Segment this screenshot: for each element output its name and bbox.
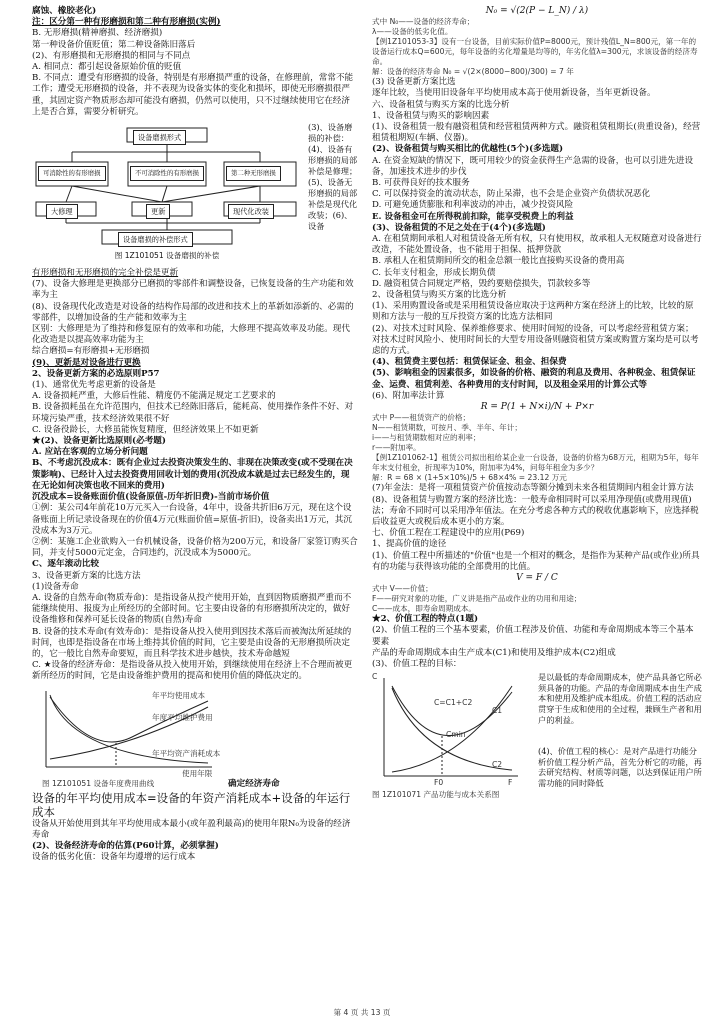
- text-line: 注：区分第一种有形磨损和第二种有形磨损(实例): [32, 17, 221, 28]
- text-line: B、不考虑沉没成本：既有企业过去投资决策发生的、非现在决策改变(或不受现在决策影响)、已经计入过去投资费用回收计划的费用(沉没成本就是过去已经发生的，现在无论如何决策也收不回来的费用): [32, 458, 353, 491]
- text-line: 1、提高价值的途径: [372, 539, 447, 550]
- chart-label: 年平均使用成本: [152, 690, 206, 700]
- text-line: A. 设备损耗严重，大修后性能、精度仍不能满足规定工艺要求的: [32, 391, 276, 402]
- formula: N₀ = √(2(P − L_N) / λ): [485, 6, 589, 16]
- wear-diagram: [32, 122, 358, 268]
- text-line: A. 相同点：都引起设备原始价值的贬值: [32, 62, 182, 73]
- chart-label: 年平均资产消耗成本: [152, 748, 221, 758]
- value-chart-label: F0: [434, 778, 444, 788]
- text-line: (1)、采用购置设备或是采用租赁设备应取决于这两种方案在经济上的比较，比较的原则和方法与一般的互斥投资方案的比选方法相同: [372, 301, 694, 323]
- diagram-top: 设备磨损形式: [133, 130, 186, 145]
- text-line: (8)、设备现代化改造是对设备的结构作局部的改进和技术上的革新如添新的、必需的零部件，以增加设备的生产能和效率为主: [32, 301, 354, 323]
- text-line: (1)、设备租赁一般有融资租赁和经营租赁两种方式。融资租赁租期长(贵重设备)，经营租赁租期短(车辆、仪器)。: [372, 122, 701, 144]
- text-line: ★(2)、设备更新比选原则(必考题): [32, 436, 166, 447]
- text-line: 设备从开始使用到其年平均使用成本最小(或年盈利最高)的使用年限N₀为设备的经济寿命: [32, 818, 351, 840]
- text-line: 式中 P——租赁资产的价格；: [372, 413, 471, 423]
- text-line: 3、设备更新方案的比选方法: [32, 570, 141, 581]
- diagram-node: 大修理: [46, 204, 78, 219]
- text-line: (4)、价值工程的核心：是对产品进行功能分析价值工程分析产品，首先分析它的功能，再去研究结构、材质等问题，以达到保证用户所需功能的同时降低: [538, 746, 702, 788]
- chart-title: 确定经济寿命: [228, 778, 280, 789]
- text-line: i——与租赁期数相对应的利率；: [372, 433, 481, 443]
- cost-chart: [32, 687, 358, 791]
- text-line: N——租赁期数，可按月、季、半年、年计；: [372, 423, 522, 433]
- text-line: 2、设备租赁与购买方案的比选分析: [372, 290, 507, 301]
- text-line: B. 无形磨损(精神磨损、经济磨损): [32, 28, 163, 39]
- text-line: (6)、附加率法计算: [372, 390, 445, 401]
- chart-caption: 图 1Z101051 设备年度费用曲线: [42, 778, 155, 788]
- text-line: 区别：大修理是为了维持和修复原有的效率和功能，大修理不提高效率及功能。现代化改造是以提高效率功能为主: [32, 324, 350, 346]
- text-line: B. 设备的技术寿命(有效寿命)：是指设备从投入使用到因技术落后而被淘汰所延续的时间，也即是指设备在市场上维持其价值的时间，它主要是由设备的无形磨损所决定的，它一般比自然寿命要短，而且科学技术进步越快，技术寿命越短: [32, 626, 352, 659]
- text-line: (5)、影响租金的因素很多，如设备的价格、融资的利息及费用、各种税金、租赁保证金、运费、租赁利差、各种费用的支付时间，以及租金采用的计算公式等: [372, 368, 696, 390]
- page-footer: 第 4 页 共 13 页: [333, 1008, 391, 1017]
- formula: R = P(1 + N×i)/N + P×r: [480, 402, 594, 413]
- text-line: ★2、价值工程的特点(1题): [372, 614, 479, 625]
- text-line: D. 融资租赁合同规定严格，毁约要赔偿损失，罚款较多等: [372, 278, 591, 289]
- text-line: E. 设备租金可在所得税前扣除，能享受税费上的利益: [372, 211, 574, 222]
- text-line: (1)、通常优先考虑更新的设备是: [32, 380, 156, 391]
- value-chart-label: C2: [492, 760, 503, 770]
- text-line: 有形磨损和无形磨损的完全补偿是更新: [32, 268, 179, 279]
- value-chart-label: C=C1+C2: [434, 698, 473, 708]
- text-line: λ——设备的低劣化值。: [372, 27, 453, 37]
- text-line: 六、设备租赁与购买方案的比选分析: [372, 99, 510, 110]
- text-line: (2)、设备经济寿命的估算(P60计算，必须掌握): [32, 840, 219, 851]
- text-line: r——附加率。: [372, 443, 421, 453]
- text-line: 七、价值工程在工程建设中的应用(P69): [372, 528, 525, 539]
- chart-label: 使用年限: [182, 768, 213, 778]
- text-line: 是以最低的寿命周期成本，使产品具备它所必须具备的功能。产品的寿命周期成本由生产成本和使用及维护成本组成。价值工程的活动应贯穿于生成和使用的全过程，兼顾生产者和用户的利益。: [538, 672, 702, 725]
- text-line: 式中 V——价值；: [372, 584, 433, 594]
- left-column: [32, 6, 358, 863]
- text-line: (2)、价值工程的三个基本要素，价值工程涉及价值、功能和寿命周期成本等三个基本要素: [372, 625, 694, 647]
- chart-label: 年度平均维护费用: [152, 712, 213, 722]
- text-line: 【例1Z101062-1】租赁公司拟出租给某企业一台设备，设备的价格为68万元，租期为5年，每年年末支付租金，折现率为10%，附加率为4%，问每年租金为多少？: [372, 453, 699, 473]
- text-line: (3)、设备租赁的不足之处在于(4个)(多选题): [372, 222, 546, 233]
- text-line: B. 不同点：遭受有形磨损的设备，特别是有形磨损严重的设备，在修理前，常常不能工作；遭受无形磨损的设备，并不表现为设备实体的变化和损坏，即使无形磨损很严重，其固定资产物质形态却可能没有磨损，仍然可以使用，只不过继续使用它在经济上是否合算，需要分析研究。: [32, 73, 354, 117]
- diagram-caption: 图 1Z101051 设备磨损的补偿: [114, 251, 220, 261]
- text-line: 沉没成本=设备账面价值(设备原值-历年折旧费)-当前市场价值: [32, 492, 270, 503]
- diagram-node: 可消除性的有形磨损: [38, 166, 106, 181]
- text-line: 【例1Z101053-3】设有一台设备，目前实际价值P=8000元，预计残值L_N=800元，第一年的设备运行成本Q=600元，每年设备的劣化增量是均等的，年劣化值λ=300元，求该设备的经济寿命。: [372, 37, 698, 67]
- text-line: (4)、租赁费主要包括：租赁保证金、租金、担保费: [372, 357, 567, 368]
- text-line: (2)、对技术过时风险、保养维修要求、使用时间短的设备，可以考虑经营租赁方案；对技术过时风险小、使用时间长的大型专用设备则融资租赁方案或购置方案均是可以考虑的方式。: [372, 323, 699, 357]
- text-line: C、逐年滚动比较: [32, 559, 99, 570]
- text-line: 解：R = 68 × (1+5×10%)/5 + 68×4% = 23.12 万元: [372, 473, 567, 483]
- value-chart-label: C1: [492, 706, 503, 716]
- text-line: 综合磨损=有形磨损+无形磨损: [32, 346, 150, 357]
- text-line: C. ★设备的经济寿命：是指设备从投入使用开始，到继续使用在经济上不合理而被更新所经历的时间，它是由设备维护费用的提高和使用价值的降低决定的。: [32, 660, 353, 682]
- text-line: ②例：某施工企业欲购入一台机械设备，设备价格为200万元，和设备厂家签订购买合同，并支付5000元定金，合同违约，沉没成本为5000元。: [32, 536, 358, 559]
- text-line: (7)、设备大修理是更换部分已磨损的零部件和调整设备，已恢复设备的生产功能和效率为主: [32, 279, 354, 301]
- diagram-base: 设备磨损的补偿形式: [118, 232, 193, 247]
- text-line: B. 承租人在租赁期间所交的租金总额一般比直接购买设备的费用高: [372, 256, 625, 267]
- value-chart-label: F: [508, 778, 513, 788]
- formula: V = F / C: [516, 572, 558, 583]
- text-line: C. 长年支付租金，形成长期负债: [372, 267, 496, 278]
- side-note: (3)、设备磨损的补偿：(4)、设备有形磨损的局部补偿是修理；(5)、设备无形磨损的局部补偿是现代化改装；(6)、设备: [308, 122, 358, 232]
- text-line: C. 设备役龄长，大修虽能恢复精度，但经济效果上不如更新: [32, 424, 259, 435]
- text-line: A. 应站在客观的立场分析问题: [32, 447, 148, 458]
- text-line: (9)、更新是对设备进行更换: [32, 357, 141, 368]
- text-line: ①例：某公司4年前花10万元买入一台设备，4年中，设备共折旧6万元，现在这个设备账面上所记录设备现在的价值4万元(账面价值=原值-折旧)，设备卖出1万元，其沉没成本为3万元。: [32, 503, 352, 536]
- value-chart-label: Cmin: [446, 730, 466, 740]
- text-line: 设备的年平均使用成本=设备的年资产消耗成本+设备的年运行成本: [32, 790, 351, 819]
- diagram-node: 第二种无形磨损: [226, 166, 281, 181]
- text-line: D. 可避免通货膨胀和利率波动的冲击，减少投资风险: [372, 200, 574, 211]
- right-column: [372, 6, 702, 802]
- text-line: A. 在资金短缺的情况下，既可用较少的资金获得生产急需的设备，也可以引进先进设备，加速技术进步的步伐: [372, 155, 694, 177]
- text-line: C——成本，即寿命周期成本。: [372, 604, 477, 614]
- text-line: (1)设备寿命: [32, 581, 79, 592]
- text-line: B. 设备损耗虽在允许范围内，但技术已经陈旧落后，能耗高、使用操作条件不好、对环境污染严重，技术经济效果很不好: [32, 402, 354, 424]
- text-line: (8)、设备租赁与购置方案的经济比选：一般寿命相同时可以采用净现值(或费用现值)法；寿命不同时可以采用净年值法。在充分考虑各种方式的税收优惠影响下，应选择税后收益更大或税后成本更小的方案。: [372, 494, 699, 527]
- value-chart-label: C: [372, 672, 378, 682]
- text-line: (1)、价值工程中所描述的"价值"也是一个相对的概念，是指作为某种产品(或作业)所具有的功能与获得该功能的全部费用的比值。: [372, 550, 700, 572]
- text-line: A. 在租赁期间承租人对租赁设备无所有权，只有使用权，故承租人无权随意对设备进行改造，不能处置设备，也不能用于担保、抵押贷款: [372, 234, 702, 256]
- value-chart: [372, 672, 702, 802]
- text-line: C. 可以保持资金的流动状态，防止呆滞，也不会是企业资产负债状况恶化: [372, 189, 651, 200]
- text-line: (7)年金法：是将一项租赁资产价值按动态等额分摊到未来各租赁期间内租金计算方法: [372, 483, 694, 494]
- text-line: A. 设备的自然寿命(物质寿命)：是指设备从投产使用开始，直到因物质磨损严重而不能继续使用、报废为止所经历的全部时间。它主要由设备的有形磨损所决定的，做好设备维修和保养可延长设备的物质(自然)寿命: [32, 592, 352, 626]
- diagram-node: 不可消除性的有形磨损: [130, 166, 204, 181]
- text-line: 逐年比较，当使用旧设备年平均使用成本高于使用新设备，当年更新设备。: [372, 88, 656, 99]
- text-line: 2、设备更新方案的必选原则P57: [32, 368, 160, 379]
- text-line: (3) 设备更新方案比选: [372, 77, 456, 88]
- text-line: (2)、有形磨损和无形磨损的相同与不同点: [32, 50, 191, 61]
- text-line: F——研究对象的功能，广义讲是指产品或作业的功用和用途；: [372, 594, 582, 604]
- text-line: 1、设备租赁与购买的影响因素: [372, 110, 490, 121]
- diagram-node: 更新: [146, 204, 170, 219]
- text-line: (3)、价值工程的目标：: [372, 658, 462, 669]
- text-line: 式中 N₀——设备的经济寿命；: [372, 17, 475, 27]
- text-line: 产品的寿命周期成本由生产成本(C1)和使用及维护成本(C2)组成: [372, 647, 616, 658]
- diagram-node: 现代化改装: [228, 204, 274, 219]
- text-line: 解：设备的经济寿命 N₀ = √(2×(8000−800)/300) = 7 年: [372, 67, 574, 77]
- text-line: 设备的低劣化值：设备年均遵增的运行成本: [32, 852, 196, 863]
- text-line: B. 可获得良好的技术服务: [372, 178, 470, 189]
- value-chart-caption: 图 1Z101071 产品功能与成本关系图: [372, 790, 500, 800]
- text-line: 腐蚀、橡胶老化): [32, 6, 97, 16]
- text-line: 第一种设备价值贬值；第二种设备陈旧落后: [32, 39, 196, 50]
- text-line: (2)、设备租赁与购买相比的优越性(5个)(多选题): [372, 144, 564, 155]
